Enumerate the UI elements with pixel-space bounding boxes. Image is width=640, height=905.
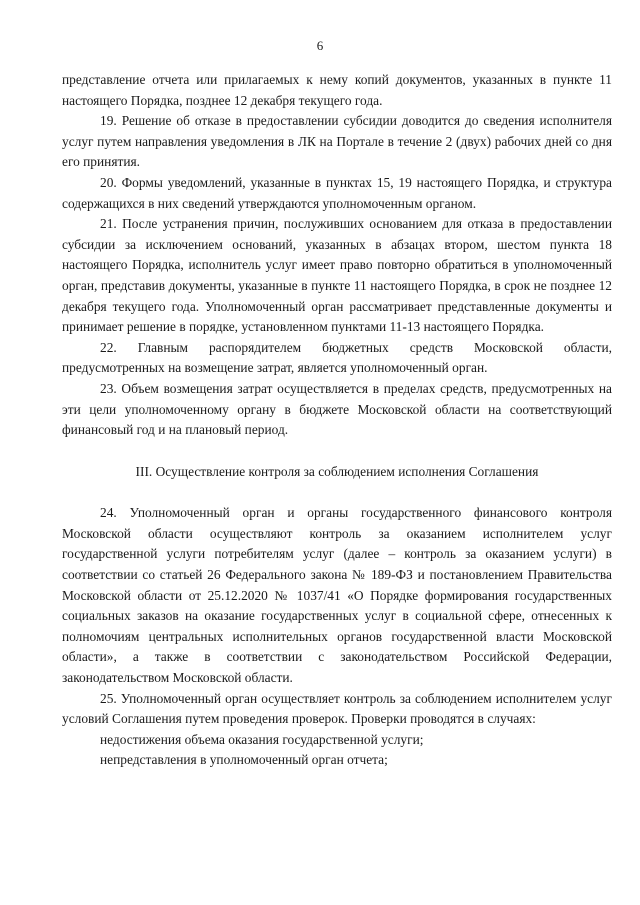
paragraph-23: 23. Объем возмещения затрат осуществляется в пределах средств, предусмотренных на эти цели уполномоченному органу в бюджете Московской области на соответствующий финансовый год и на плановый период.: [62, 380, 612, 438]
page-number: 6: [316, 38, 324, 53]
document-body: [62, 70, 612, 771]
list-item: недостижения объема оказания государственной услуги;: [100, 731, 424, 747]
paragraph-19: 19. Решение об отказе в предоставлении субсидии доводится до сведения исполнителя услуг путем направления уведомления в ЛК на Портале в течение 2 (двух) рабочих дней со дня его принятия.: [62, 113, 612, 170]
list-item: непредставления в уполномоченный орган отчета;: [100, 752, 388, 768]
paragraph-21: 21. После устранения причин, послуживших основанием для отказа в предоставлении субсидии за исключением оснований, указанных в абзацах втором, шестом пункта 18 настоящего Порядка, исполнитель услуг имеет право повторно обратиться в уполномоченный орган, представив документы, указанные в пункте 11 настоящего Порядка, в срок не позднее 12 декабря текущего года. Уполномоченный орган рассматривает представленные документы и принимает решение в порядке, установленном пунктами 11-13 настоящего Порядка.: [62, 216, 612, 335]
paragraph-22: 22. Главным распорядителем бюджетных средств Московской области, предусмотренных на возмещение затрат, является уполномоченный орган.: [62, 339, 612, 376]
section-heading: III. Осуществление контроля за соблюдением исполнения Соглашения: [135, 463, 539, 479]
paragraph-24: 24. Уполномоченный орган и органы государственного финансового контроля Московской области осуществляют контроль за оказанием исполнителем услуг государственной услуги потребителям услуг (далее – контроль за оказанием услуги) в соответствии со статьей 26 Федерального закона № 189-ФЗ и постановлением Правительства Московской области от 25.12.2020 № 1037/41 «О Порядке формирования государственных социальных заказов на оказание государственных услуг в социальной сфере, отнесенных к полномочиям центральных исполнительных органов государственной власти Московской области», а также в соответствии с законодательством Российской Федерации, законодательством Московской области.: [62, 505, 612, 686]
paragraph-continuation: представление отчета или прилагаемых к нему копий документов, указанных в пункте 11 настоящего Порядка, позднее 12 декабря текущего года.: [62, 72, 612, 108]
paragraph-25: 25. Уполномоченный орган осуществляет контроль за соблюдением исполнителем услуг условий Соглашения путем проведения проверок. Проверки проводятся в случаях:: [62, 690, 612, 727]
paragraph-20: 20. Формы уведомлений, указанные в пунктах 15, 19 настоящего Порядка, и структура содержащихся в них сведений утверждаются уполномоченным органом.: [62, 174, 612, 211]
